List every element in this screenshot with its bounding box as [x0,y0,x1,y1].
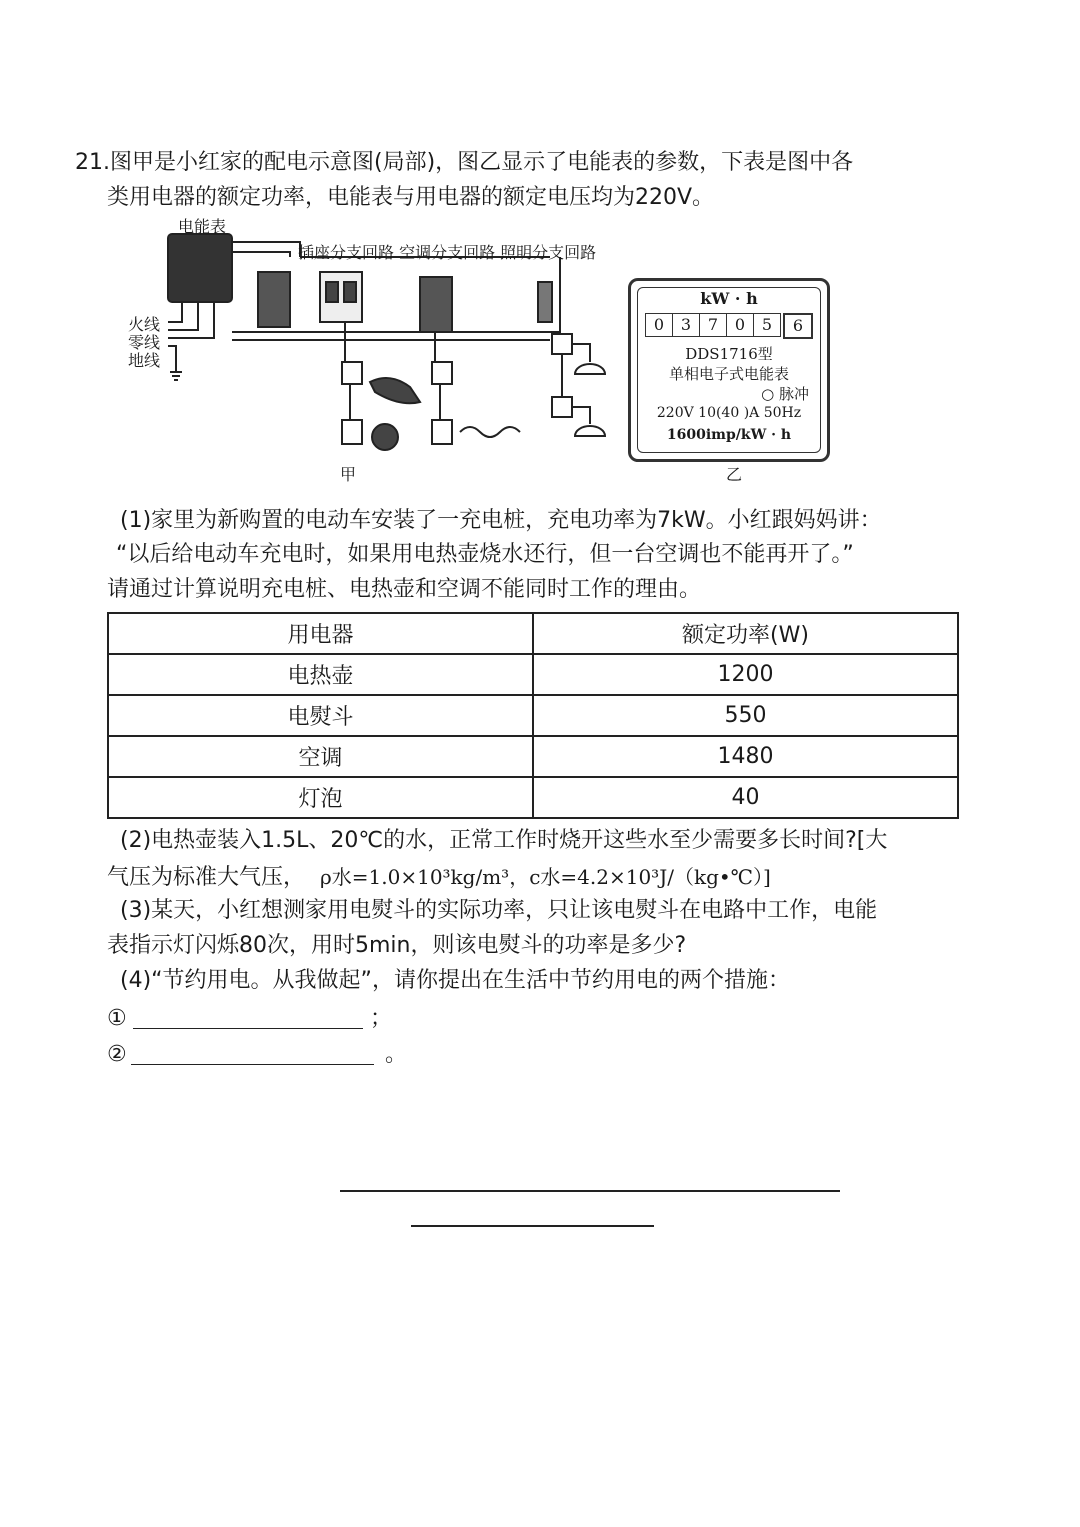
part1-line3: 请通过计算说明充电桩、电热壶和空调不能同时工作的理由。 [107,577,702,602]
lamp-icon [575,426,605,436]
divider-line [340,1190,840,1192]
part1-line1: (1)家里为新购置的电动车安装了一充电桩，充电功率为7kW。小红跟妈妈讲： [120,508,882,533]
part4-item1-end: ； [370,1006,393,1031]
table-row [108,654,958,695]
answer-blank-1[interactable] [133,1028,363,1029]
question-intro-line2: 类用电器的额定功率，电能表与用电器的额定电压均为220V。 [107,185,715,210]
question-intro-line1 [75,148,853,178]
table-cell-power: 1480 [533,736,958,777]
part2-line2 [107,862,771,893]
table-cell-appliance: 空调 [108,736,533,777]
meter-type: 单相电子式电能表 [668,365,789,383]
part1-line2: “以后给电动车充电时，如果用电热壶烧水还行，但一台空调也不能再开了。” [116,542,854,567]
meter-digits [645,313,813,339]
wire-ground-label: 地线 [128,351,161,370]
meter-unit: kW · h [700,289,758,308]
table-header-row [108,613,958,654]
part4-item2-end: 。 [385,1042,408,1067]
part2-formula: ρ水=1.0×10³kg/m³，c水=4.2×10³J/（kg•℃）] [320,865,771,889]
part4-line1: (4)“节约用电。从我做起”，请你提出在生活中节约用电的两个措施： [120,968,790,993]
meter-constant: 1600imp/kW · h [666,427,792,443]
meter-pulse: ○ 脉冲 [761,385,809,403]
meter-rating: 220V 10(40 )A 50Hz [656,405,802,421]
question-intro-text: 图甲是小红家的配电示意图(局部)，图乙显示了电能表的参数，下表是图中各 [110,150,854,175]
meter-digit: 3 [673,313,700,337]
table-header-appliance: 用电器 [108,613,533,654]
iron-icon [370,378,420,403]
meter-digit: 6 [783,313,813,339]
part3-line2: 表指示灯闪烁80次，用时5min，则该电熨斗的功率是多少? [107,933,687,958]
figure-b-caption: 乙 [726,465,743,484]
meter-digit: 0 [727,313,754,337]
meter-digit: 0 [645,313,673,337]
table-cell-power: 1200 [533,654,958,695]
answer-blank-2[interactable] [131,1064,374,1065]
meter-model: DDS1716型 [685,345,773,363]
table-cell-power: 40 [533,777,958,818]
part4-item1-mark: ① [107,1006,127,1031]
power-table [107,612,959,819]
table-cell-appliance: 灯泡 [108,777,533,818]
table-row [108,695,958,736]
table-cell-appliance: 电熨斗 [108,695,533,736]
table-cell-power: 550 [533,695,958,736]
meter-digit: 5 [754,313,781,337]
meter-label: 电能表 [178,217,227,236]
ac-coil-icon [460,427,520,437]
divider-line [411,1225,654,1227]
electric-meter-icon [168,234,232,302]
wire-live-label: 火线 [128,315,161,334]
wire-neutral-label: 零线 [128,333,161,352]
part2-line1: (2)电热壶装入1.5L、20℃的水，正常工作时烧开这些水至少需要多长时间?[大 [120,828,888,853]
question-number: 21. [75,150,110,175]
lamp-icon [575,364,605,374]
figure-b-meter-panel [628,278,830,462]
table-header-power: 额定功率(W) [533,613,958,654]
part4-item2-mark: ② [107,1042,127,1067]
lighting-breaker-icon [538,282,552,322]
table-row [108,777,958,818]
main-switch-icon [258,272,290,327]
part2-line2-text: 气压为标准大气压， [107,865,306,890]
branch-labels: 插座分支回路 空调分支回路 照明分支回路 [298,243,597,262]
kettle-icon [372,424,398,450]
part3-line1: (3)某天，小红想测家用电熨斗的实际功率，只让该电熨斗在电路中工作，电能 [120,898,878,923]
table-row [108,736,958,777]
meter-digit: 7 [700,313,727,337]
figure-a-caption: 甲 [340,465,357,484]
ac-breaker-icon [420,277,452,332]
table-cell-appliance: 电热壶 [108,654,533,695]
